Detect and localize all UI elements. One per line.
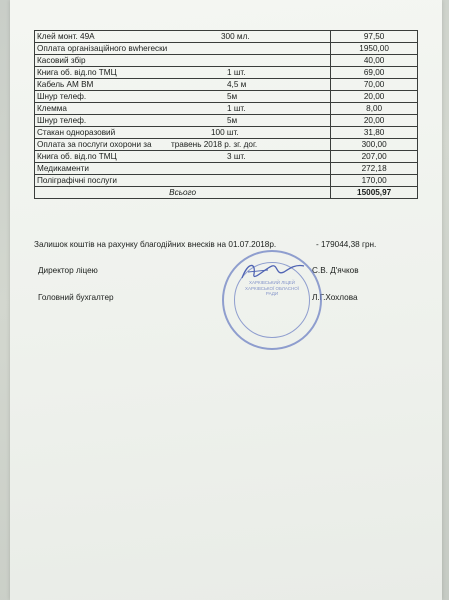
table-row xyxy=(35,163,418,175)
amount-cell: 170,00 xyxy=(331,175,418,187)
item-quantity: травень 2018 р. зг. дог. xyxy=(171,140,258,149)
item-cell xyxy=(35,91,331,103)
item-quantity: 1 шт. xyxy=(227,68,246,77)
amount-cell: 31,80 xyxy=(331,127,418,139)
item-cell xyxy=(35,151,331,163)
item-quantity: 300 мл. xyxy=(221,32,250,41)
director-signature xyxy=(238,258,308,284)
table-row xyxy=(35,175,418,187)
amount-cell: 40,00 xyxy=(331,55,418,67)
item-name: Поліграфічні послуги xyxy=(37,176,117,185)
item-name: Медикаменти xyxy=(37,164,89,173)
director-title: Директор ліцею xyxy=(38,266,98,275)
director-name: С.В. Д'ячков xyxy=(312,266,359,275)
balance-amount: - 179044,38 грн. xyxy=(316,240,377,249)
amount-cell: 70,00 xyxy=(331,79,418,91)
accountant-name: Л.Г.Хохлова xyxy=(312,293,358,302)
item-quantity: 5м xyxy=(227,92,238,101)
item-name: Кабель АМ ВМ xyxy=(37,80,94,89)
item-cell xyxy=(35,139,331,151)
table-row xyxy=(35,151,418,163)
table-row xyxy=(35,43,418,55)
amount-cell: 300,00 xyxy=(331,139,418,151)
table-row xyxy=(35,127,418,139)
table-row xyxy=(35,103,418,115)
table-row xyxy=(35,67,418,79)
item-quantity: 1 шт. xyxy=(227,104,246,113)
item-cell xyxy=(35,31,331,43)
table-row xyxy=(35,55,418,67)
item-cell xyxy=(35,55,331,67)
table-row xyxy=(35,91,418,103)
expense-table xyxy=(34,30,418,199)
item-name: Книга об. від.по ТМЦ xyxy=(37,152,117,161)
stamp-text: ХАРКІВСЬКИЙ ЛІЦЕЙ ХАРКІВСЬКОЇ ОБЛАСНОЇ РАДИ xyxy=(244,280,300,296)
total-amount: 15005,97 xyxy=(331,187,418,199)
table-row xyxy=(35,115,418,127)
total-label: Всього xyxy=(35,187,331,199)
item-cell xyxy=(35,127,331,139)
item-name: Шнур телеф. xyxy=(37,92,87,101)
amount-cell: 207,00 xyxy=(331,151,418,163)
amount-cell: 20,00 xyxy=(331,115,418,127)
amount-cell: 69,00 xyxy=(331,67,418,79)
document-sheet xyxy=(10,0,442,600)
balance-text: Залишок коштів на рахунку благодійних внесків на 01.07.2018р. xyxy=(34,240,277,249)
item-cell xyxy=(35,175,331,187)
item-cell xyxy=(35,43,331,55)
item-name: Клей монт. 49А xyxy=(37,32,95,41)
amount-cell: 97,50 xyxy=(331,31,418,43)
item-cell xyxy=(35,163,331,175)
table-row xyxy=(35,31,418,43)
table-row xyxy=(35,139,418,151)
item-name: Книга об. від.по ТМЦ xyxy=(37,68,117,77)
item-name: Оплата організаційного вwhereски xyxy=(37,44,168,53)
item-quantity: 100 шт. xyxy=(211,128,239,137)
amount-cell: 8,00 xyxy=(331,103,418,115)
item-name: Стакан одноразовий xyxy=(37,128,116,137)
amount-cell: 272,18 xyxy=(331,163,418,175)
item-cell xyxy=(35,103,331,115)
total-row xyxy=(35,187,418,199)
item-name: Касовий збір xyxy=(37,56,86,65)
item-name: Оплата за послуги охорони за xyxy=(37,140,152,149)
accountant-title: Головний бухгалтер xyxy=(38,293,114,302)
table-row xyxy=(35,79,418,91)
item-cell xyxy=(35,79,331,91)
item-name: Клемма xyxy=(37,104,67,113)
item-cell xyxy=(35,115,331,127)
item-quantity: 5м xyxy=(227,116,238,125)
amount-cell: 1950,00 xyxy=(331,43,418,55)
item-name: Шнур телеф. xyxy=(37,116,87,125)
amount-cell: 20,00 xyxy=(331,91,418,103)
item-quantity: 3 шт. xyxy=(227,152,246,161)
item-cell xyxy=(35,67,331,79)
item-quantity: 4,5 м xyxy=(227,80,247,89)
